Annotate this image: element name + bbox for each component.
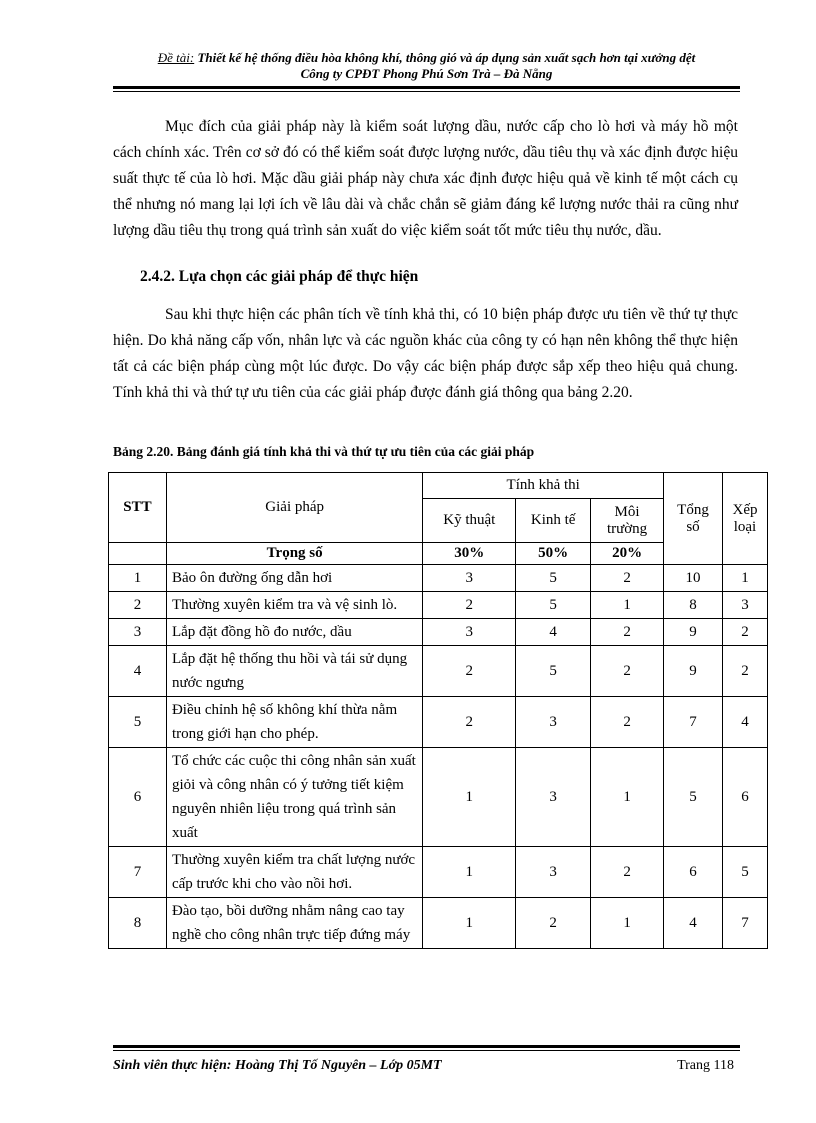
cell-rank: 6 — [722, 748, 767, 847]
paragraph-purpose: Mục đích của giải pháp này là kiểm soát lượng dầu, nước cấp cho lò hơi và máy hồ một cách chính xác. Trên cơ sở đó có thể kiểm soát được lượng nước, dầu tiêu thụ và xác định được hiệu suất thực tế của lò hơi. Mặc dầu giải pháp này chưa xác định được hiệu quả về kinh tế một cách cụ thể nhưng nó mang lại lợi ích về lâu dài và chắc chắn sẽ giảm đáng kể lượng nước thải ra cũng như lượng dầu tiêu thụ trong quá trình sản xuất do việc kiểm soát tốt mức tiêu thụ nước, dầu. — [113, 118, 738, 239]
cell-solution: Đào tạo, bồi dưỡng nhằm nâng cao tay nghề cho công nhân trực tiếp đứng máy — [166, 898, 422, 949]
cell-total: 6 — [664, 847, 723, 898]
cell-technical: 2 — [423, 592, 516, 619]
cell-environment: 2 — [591, 697, 664, 748]
cell-environment: 2 — [591, 619, 664, 646]
cell-stt: 2 — [109, 592, 167, 619]
cell-technical: 1 — [423, 847, 516, 898]
header-rank-line-2: loại — [733, 518, 757, 535]
page-header — [113, 50, 740, 82]
table-row — [109, 646, 768, 697]
cell-technical: 3 — [423, 565, 516, 592]
cell-technical: 2 — [423, 697, 516, 748]
footer-page-number: Trang 118 — [677, 1058, 734, 1073]
cell-total: 4 — [664, 898, 723, 949]
cell-rank: 3 — [722, 592, 767, 619]
weight-technical: 30% — [423, 543, 516, 565]
cell-economic: 5 — [516, 565, 591, 592]
header-rule-thin — [113, 91, 740, 92]
cell-stt: 7 — [109, 847, 167, 898]
cell-economic: 5 — [516, 592, 591, 619]
header-rule-thick — [113, 86, 740, 89]
cell-environment: 2 — [591, 847, 664, 898]
header-rank — [722, 473, 767, 565]
header-rank-line-1: Xếp — [732, 501, 758, 518]
cell-solution: Lắp đặt đồng hồ đo nước, dầu — [166, 619, 422, 646]
cell-economic: 5 — [516, 646, 591, 697]
header-environment-line-2: trường — [606, 520, 648, 537]
feasibility-table — [108, 472, 768, 949]
cell-rank: 7 — [722, 898, 767, 949]
footer-rule-thin — [113, 1050, 740, 1051]
cell-total: 10 — [664, 565, 723, 592]
cell-total: 5 — [664, 748, 723, 847]
header-economic: Kinh tế — [516, 499, 591, 543]
cell-stt: 6 — [109, 748, 167, 847]
footer-author: Sinh viên thực hiện: Hoàng Thị Tố Nguyên – Lớp 05MT — [113, 1058, 442, 1073]
page-footer — [113, 1058, 740, 1074]
cell-solution: Thường xuyên kiểm tra chất lượng nước cấp trước khi cho vào nồi hơi. — [166, 847, 422, 898]
cell-economic: 3 — [516, 748, 591, 847]
header-solution: Giải pháp — [166, 473, 422, 543]
paragraph-selection: Sau khi thực hiện các phân tích về tính khả thi, có 10 biện pháp được ưu tiên về thứ tự thực hiện. Do khả năng cấp vốn, nhân lực và các nguồn khác của công ty có hạn nên không thể thực hiện tất cả các biện pháp cùng một lúc được. Do vậy các biện pháp được sắp xếp theo hiệu quả chung. Tính khả thi và thứ tự ưu tiên của các giải pháp được đánh giá thông qua bảng 2.20. — [113, 306, 738, 401]
cell-total: 8 — [664, 592, 723, 619]
header-environment-line-1: Môi — [614, 503, 640, 520]
cell-rank: 5 — [722, 847, 767, 898]
table-row — [109, 565, 768, 592]
weight-economic: 50% — [516, 543, 591, 565]
header-total — [664, 473, 723, 565]
cell-environment: 2 — [591, 565, 664, 592]
cell-rank: 2 — [722, 619, 767, 646]
cell-economic: 3 — [516, 847, 591, 898]
cell-stt: 4 — [109, 646, 167, 697]
weight-environment: 20% — [591, 543, 664, 565]
table-row — [109, 748, 768, 847]
cell-environment: 2 — [591, 646, 664, 697]
cell-economic: 4 — [516, 619, 591, 646]
table-row — [109, 592, 768, 619]
header-total-line-1: Tổng — [677, 501, 709, 518]
header-line-1 — [113, 50, 740, 66]
cell-rank: 2 — [722, 646, 767, 697]
table-caption: Bảng 2.20. Bảng đánh giá tính khả thi và thứ tự ưu tiên của các giải pháp — [113, 444, 535, 459]
header-title-line-2: Công ty CPĐT Phong Phú Sơn Trà – Đà Nẵng — [300, 66, 553, 81]
cell-solution: Lắp đặt hệ thống thu hồi và tái sử dụng nước ngưng — [166, 646, 422, 697]
cell-solution: Điều chỉnh hệ số không khí thừa nằm trong giới hạn cho phép. — [166, 697, 422, 748]
header-label: Đề tài: — [157, 50, 195, 65]
cell-technical: 3 — [423, 619, 516, 646]
header-total-line-2: số — [686, 518, 700, 535]
cell-stt: 1 — [109, 565, 167, 592]
cell-environment: 1 — [591, 592, 664, 619]
table-row — [109, 619, 768, 646]
footer-rule-thick — [113, 1045, 740, 1048]
header-technical: Kỹ thuật — [423, 499, 516, 543]
cell-environment: 1 — [591, 748, 664, 847]
cell-environment: 1 — [591, 898, 664, 949]
cell-total: 9 — [664, 619, 723, 646]
table-row — [109, 697, 768, 748]
cell-technical: 2 — [423, 646, 516, 697]
cell-total: 7 — [664, 697, 723, 748]
cell-solution: Bảo ôn đường ống dẫn hơi — [166, 565, 422, 592]
header-feasibility: Tính khả thi — [423, 473, 664, 499]
header-environment — [591, 499, 664, 543]
cell-technical: 1 — [423, 748, 516, 847]
cell-economic: 3 — [516, 697, 591, 748]
weight-blank — [109, 543, 167, 565]
cell-technical: 1 — [423, 898, 516, 949]
table-row — [109, 898, 768, 949]
section-heading: 2.4.2. Lựa chọn các giải pháp để thực hiện — [140, 268, 419, 285]
header-title-line-1: Thiết kế hệ thống điều hòa không khí, thông gió và áp dụng sản xuất sạch hơn tại xưởng dệt — [197, 50, 696, 65]
weight-label: Trọng số — [166, 543, 422, 565]
cell-solution: Tổ chức các cuộc thi công nhân sản xuất giỏi và công nhân có ý tưởng tiết kiệm nguyên nhiên liệu trong quá trình sản xuất — [166, 748, 422, 847]
cell-rank: 4 — [722, 697, 767, 748]
cell-solution: Thường xuyên kiểm tra và vệ sinh lò. — [166, 592, 422, 619]
cell-rank: 1 — [722, 565, 767, 592]
header-stt: STT — [109, 473, 167, 543]
table-row — [109, 847, 768, 898]
cell-stt: 5 — [109, 697, 167, 748]
cell-stt: 8 — [109, 898, 167, 949]
cell-stt: 3 — [109, 619, 167, 646]
cell-total: 9 — [664, 646, 723, 697]
cell-economic: 2 — [516, 898, 591, 949]
